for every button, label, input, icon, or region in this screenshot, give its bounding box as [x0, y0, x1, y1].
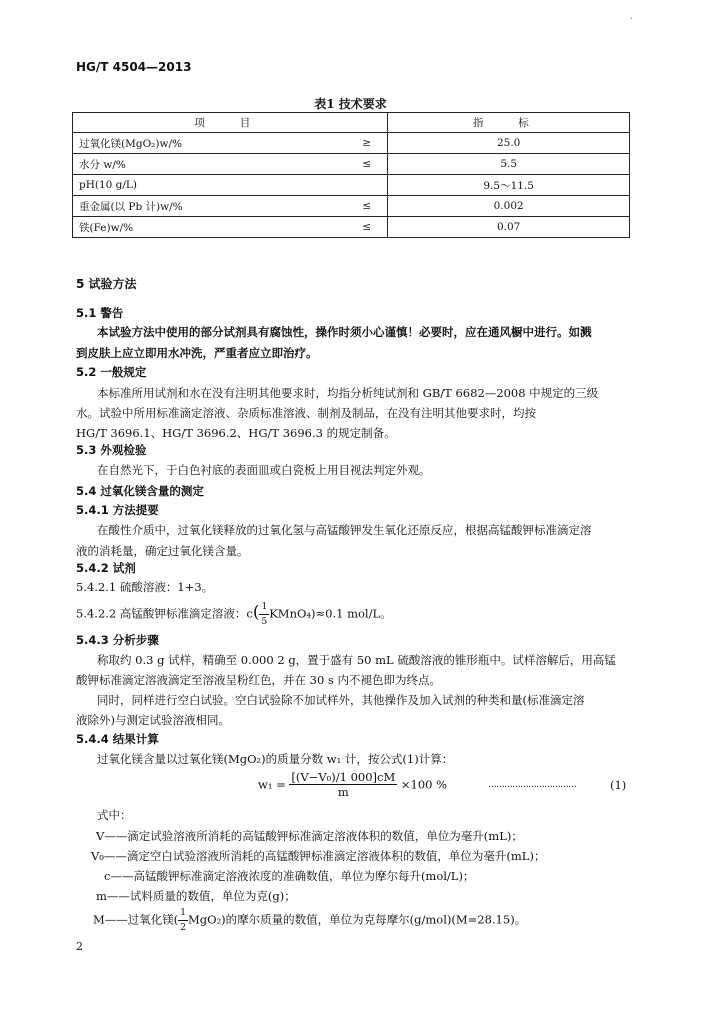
table-row [73, 154, 630, 175]
section-5-4-3-title: 5.4.3 分析步骤 [76, 633, 159, 647]
row-symbol: ≤ [346, 217, 388, 238]
var-M [93, 906, 526, 935]
reagent-5-4-2-2-prefix: 5.4.2.2 高锰酸钾标准滴定溶液：c [76, 606, 253, 621]
var-M-suffix: MgO₂)的摩尔质量的数值，单位为克每摩尔(g/mol)(M=28.15)。 [188, 912, 527, 927]
section-5-3-title: 5.3 外观检验 [76, 443, 147, 457]
table-header-row [73, 113, 630, 133]
reagent-fraction [259, 600, 269, 629]
row-symbol: ≥ [346, 133, 388, 154]
procedure-line-3: 同时，同样进行空白试验。空白试验除不加试样外，其他操作及加入试剂的种类和量(标准滴定溶 [97, 693, 585, 707]
row-value: 5.5 [388, 154, 630, 175]
row-item: 过氧化镁(MgO₂)w/% [73, 133, 347, 154]
row-item: 水分 w/% [73, 154, 347, 175]
formula-leader-dots: …………………………… [488, 780, 576, 790]
section-5-1-title: 5.1 警告 [76, 306, 124, 320]
table-row [73, 217, 630, 238]
var-m: m——试料质量的数值，单位为克(g)； [96, 889, 296, 903]
section-5-2-title: 5.2 一般规定 [76, 365, 147, 379]
fraction-numerator: 1 [178, 906, 188, 921]
appearance-line-1: 在自然光下，于白色衬底的表面皿或白瓷板上用目视法判定外观。 [97, 463, 431, 477]
document-id-header: HG/T 4504—2013 [76, 60, 192, 74]
procedure-line-2: 酸钾标准滴定溶液滴定至溶液呈粉红色，并在 30 s 内不褪色即为终点。 [76, 673, 441, 687]
corner-mark: ' [630, 16, 633, 25]
table-row [73, 133, 630, 154]
principle-line-2: 液的消耗量，确定过氧化镁含量。 [76, 544, 249, 558]
var-M-fraction [178, 906, 188, 935]
fraction-denominator: 5 [261, 617, 268, 627]
var-c: c——高锰酸钾标准滴定溶液浓度的准确数值，单位为摩尔每升(mol/L)； [104, 869, 475, 883]
column-header-item: 项 目 [73, 113, 388, 133]
row-item: pH(10 g/L) [73, 175, 347, 196]
procedure-line-1: 称取约 0.3 g 试样，精确至 0.000 2 g，置于盛有 50 mL 硫酸溶液的锥形瓶中。试样溶解后，用高锰 [97, 653, 616, 667]
general-line-2: 水。试验中所用标准滴定溶液、杂质标准溶液、制剂及制品，在没有注明其他要求时，均按 [76, 406, 536, 420]
row-item: 重金属(以 Pb 计)w/% [73, 196, 347, 217]
reagent-5-4-2-2: 5.4.2.2 高锰酸钾标准滴定溶液：c( $\frac{1}{5}$ KMnO₄)≈0.1 mol/L。 [76, 602, 392, 627]
principle-line-1: 在酸性介质中，过氧化镁释放的过氧化氢与高锰酸钾发生氧化还原反应，根据高锰酸钾标准滴定溶 [97, 523, 592, 537]
reagent-5-4-2-1: 5.4.2.1 硫酸溶液：1+3。 [76, 580, 214, 594]
row-value: 25.0 [388, 133, 630, 154]
table-row [73, 196, 630, 217]
row-value: 0.002 [388, 196, 630, 217]
section-5-4-title: 5.4 过氧化镁含量的测定 [76, 484, 204, 498]
row-value: 9.5～11.5 [388, 175, 630, 196]
section-5-4-1-title: 5.4.1 方法提要 [76, 503, 159, 517]
where-intro: 式中： [97, 808, 132, 822]
formula-fraction [289, 770, 397, 799]
var-M-prefix: M——过氧化镁( [93, 912, 179, 927]
section-5-4-2-title: 5.4.2 试剂 [76, 561, 136, 575]
section-5-4-4-title: 5.4.4 结果计算 [76, 732, 159, 746]
calc-intro-line: 过氧化镁含量以过氧化镁(MgO₂)的质量分数 w₁ 计，按公式(1)计算： [97, 752, 454, 766]
general-line-1: 本标准所用试剂和水在没有注明其他要求时，均指分析纯试剂和 GB/T 6682—2008 中规定的三级 [97, 386, 599, 400]
reagent-5-4-2-2-suffix: KMnO₄)≈0.1 mol/L。 [269, 606, 392, 621]
row-item: 铁(Fe)w/% [73, 217, 347, 238]
formula-denominator: m [337, 785, 349, 799]
var-V0: V₀——滴定空白试验溶液所消耗的高锰酸钾标准滴定溶液体积的数值，单位为毫升(mL)； [91, 849, 546, 863]
column-header-index: 指 标 [388, 113, 630, 133]
row-symbol: ≤ [346, 196, 388, 217]
row-value: 0.07 [388, 217, 630, 238]
table-row [73, 175, 630, 196]
page-number: 2 [76, 940, 83, 953]
var-V: V——滴定试验溶液所消耗的高锰酸钾标准滴定溶液体积的数值，单位为毫升(mL)； [96, 829, 523, 843]
formula-1 [258, 770, 447, 799]
table-caption: 表1 技术要求 [314, 97, 387, 111]
formula-tail: ×100 % [400, 777, 448, 792]
row-symbol [346, 175, 388, 196]
warning-line-2: 到皮肤上应立即用水冲洗，严重者应立即治疗。 [76, 346, 318, 360]
row-symbol: ≤ [346, 154, 388, 175]
technical-requirements-table [72, 112, 630, 238]
warning-line-1: 本试验方法中使用的部分试剂具有腐蚀性，操作时须小心谨慎！必要时，应在通风橱中进行。如溅 [97, 325, 592, 339]
formula-numerator: [(V−V₀)/1 000]cM [291, 770, 396, 784]
formula-label: (1) [610, 778, 627, 792]
fraction-numerator: 1 [259, 600, 269, 615]
formula-lhs: w₁ = [258, 777, 286, 792]
section-5-title: 5 试验方法 [76, 277, 137, 291]
general-line-3: HG/T 3696.1、HG/T 3696.2、HG/T 3696.3 的规定制备。 [76, 426, 396, 440]
procedure-line-4: 液除外)与测定试验溶液相同。 [76, 713, 230, 727]
fraction-denominator: 2 [180, 923, 186, 933]
